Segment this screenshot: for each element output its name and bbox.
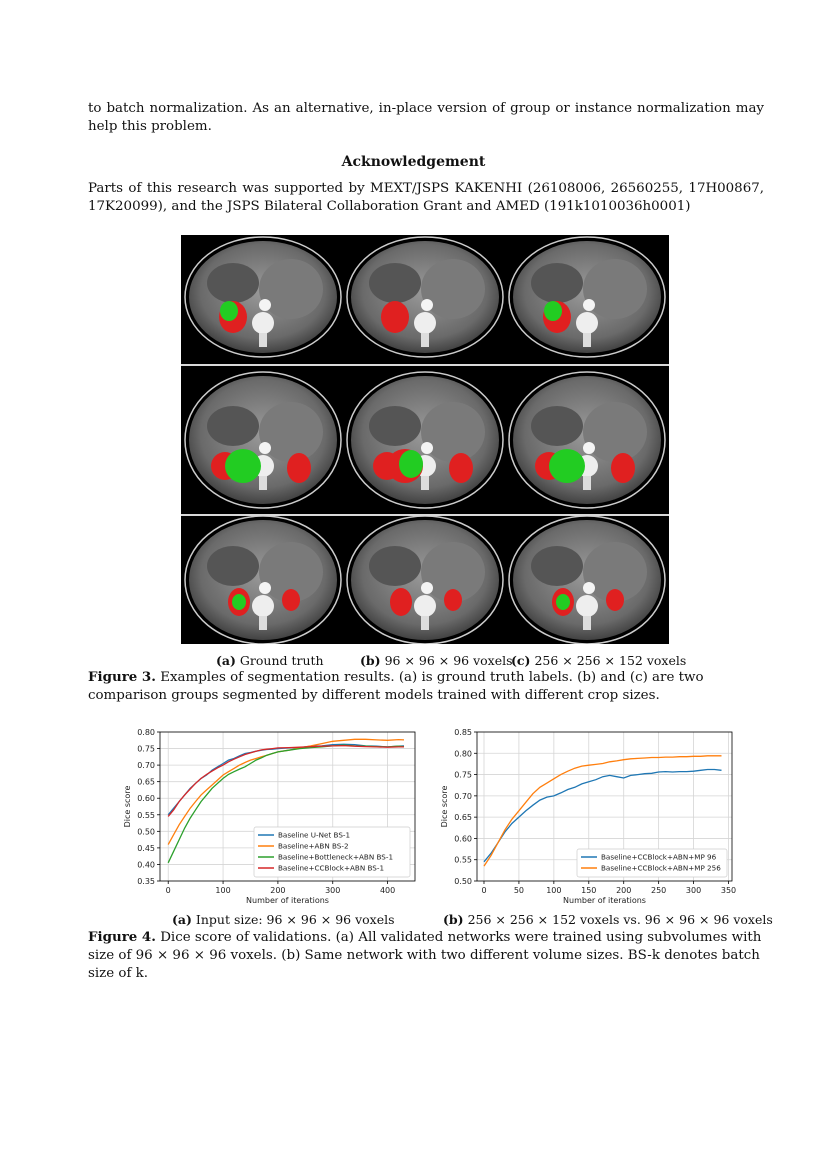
organ [369,263,421,303]
vertebra [576,595,598,617]
ct-slice [347,372,503,508]
y-tick-label: 0.70 [137,761,155,771]
tumor-label [399,450,423,478]
aorta [259,442,271,454]
organ [531,263,583,303]
y-tick-label: 0.65 [137,777,155,787]
legend-label: Baseline U-Net BS-1 [278,830,351,840]
ct-slice [509,237,665,357]
spinous-process [583,616,591,630]
organ [207,263,259,303]
x-tick-label: 300 [325,886,341,895]
y-tick-label: 0.75 [137,744,155,754]
acknowledgement-heading: Acknowledgement [341,154,486,170]
organ [207,546,259,586]
kidney-label [282,589,300,611]
spinous-process [259,616,267,630]
x-tick-label: 200 [616,886,632,895]
tumor-label [220,301,238,321]
organ [259,402,323,462]
kidney-label [449,453,473,483]
figure4-label: Figure 4. [88,929,156,945]
series-line [484,770,722,862]
ct-slice [509,516,665,644]
legend-label: Baseline+CCBlock+ABN+MP 96 [601,852,717,862]
row-divider [181,364,669,366]
kidney-label [606,589,624,611]
y-axis-label: Dice score [440,785,449,828]
ct-image-grid [181,235,669,644]
x-tick-label: 50 [513,886,525,895]
x-tick-label: 100 [215,886,231,895]
vertebra [576,312,598,334]
aorta [259,582,271,594]
tumor-label [549,449,585,483]
spinous-process [421,333,429,347]
legend-label: Baseline+Bottleneck+ABN BS-1 [278,852,394,862]
segmentation-figure [181,235,669,644]
x-tick-label: 350 [720,886,737,895]
tumor-label [225,449,261,483]
figure4-caption [88,928,764,983]
y-axis-label: Dice score [123,785,132,828]
x-tick-label: 0 [165,886,171,895]
spinous-process [259,333,267,347]
y-tick-label: 0.45 [137,843,155,853]
y-tick-label: 0.40 [137,860,155,870]
legend-label: Baseline+ABN BS-2 [278,841,349,851]
vertebra [252,595,274,617]
y-tick-label: 0.85 [454,728,472,737]
organ [531,546,583,586]
y-tick-label: 0.55 [454,855,472,865]
kidney-label [611,453,635,483]
y-tick-label: 0.55 [137,810,155,820]
spinous-process [421,616,429,630]
tumor-label [544,301,562,321]
ct-slice [347,237,503,357]
figure4-caption-text: Dice score of validations. (a) All validated networks were trained using subvolumes with size of 96 × 96 × 96 voxels. (b) Same network with two different volume sizes. BS-k denotes batch size of k. [88,930,762,981]
kidney-label [287,453,311,483]
aorta [583,442,595,454]
vertebra [414,312,436,334]
spinous-process [421,476,429,490]
organ [207,406,259,446]
organ [531,406,583,446]
organ [421,402,485,462]
x-tick-label: 200 [270,886,286,895]
y-tick-label: 0.60 [454,834,472,844]
ct-slice [185,516,341,644]
x-tick-label: 300 [685,886,702,895]
x-axis-label: Number of iterations [563,896,646,905]
organ [259,259,323,319]
x-axis-label: Number of iterations [246,896,329,905]
ct-slice [347,516,503,644]
vertebra [414,595,436,617]
x-tick-label: 150 [581,886,597,895]
y-tick-label: 0.75 [454,770,472,780]
y-tick-label: 0.50 [137,827,155,837]
fig3-subcaption-c: (c) 256 × 256 × 152 voxels [511,653,687,668]
organ [583,259,647,319]
organ [583,402,647,462]
vertebra [252,312,274,334]
y-tick-label: 0.60 [137,794,155,804]
ct-slice [185,372,341,508]
dice-chart-a [120,722,425,907]
spinous-process [583,476,591,490]
organ [421,259,485,319]
organ [369,406,421,446]
dice-chart-b [440,722,740,907]
fig3-subcaption-a: (a) Ground truth [216,653,324,668]
y-tick-label: 0.65 [454,813,472,823]
spinous-process [583,333,591,347]
x-tick-label: 0 [481,886,487,895]
acknowledgement-text: Parts of this research was supported by MEXT/JSPS KAKENHI (26108006, 26560255, 17H00867, 17K20099), and the JSPS Bilateral Collaboration Grant and AMED (191k1010036h0001) [88,181,764,214]
x-tick-label: 100 [546,886,562,895]
intro-paragraph: to batch normalization. As an alternative, in-place version of group or instance normalization may help this problem. [88,101,764,134]
x-tick-label: 400 [379,886,396,895]
tumor-label [556,594,570,610]
legend-label: Baseline+CCBlock+ABN BS-1 [278,863,385,873]
aorta [421,299,433,311]
organ [369,546,421,586]
row-divider [181,514,669,516]
y-tick-label: 0.35 [137,877,155,886]
fig4-subcaption-b: (b) 256 × 256 × 152 voxels vs. 96 × 96 × 96 voxels [443,912,773,927]
aorta [583,582,595,594]
aorta [259,299,271,311]
y-tick-label: 0.50 [454,877,472,886]
y-tick-label: 0.70 [454,791,472,801]
ct-slice [509,372,665,508]
ct-slice [185,237,341,357]
aorta [421,442,433,454]
tumor-label [232,594,246,610]
x-tick-label: 250 [651,886,667,895]
aorta [421,582,433,594]
figure3-label: Figure 3. [88,669,156,685]
aorta [583,299,595,311]
series-line [168,746,404,817]
legend-label: Baseline+CCBlock+ABN+MP 256 [601,863,721,873]
figure3-caption-text: Examples of segmentation results. (a) is ground truth labels. (b) and (c) are two comparison groups segmented by different models trained with different crop sizes. [88,670,704,703]
figure3-caption [88,668,764,705]
kidney-label [381,301,409,333]
fig3-subcaption-b: (b) 96 × 96 × 96 voxels [360,653,513,668]
y-tick-label: 0.80 [137,728,155,737]
y-tick-label: 0.80 [454,749,472,759]
kidney-label [444,589,462,611]
spinous-process [259,476,267,490]
series-line [168,744,404,815]
kidney-label [390,588,412,616]
fig4-subcaption-a: (a) Input size: 96 × 96 × 96 voxels [172,912,395,927]
